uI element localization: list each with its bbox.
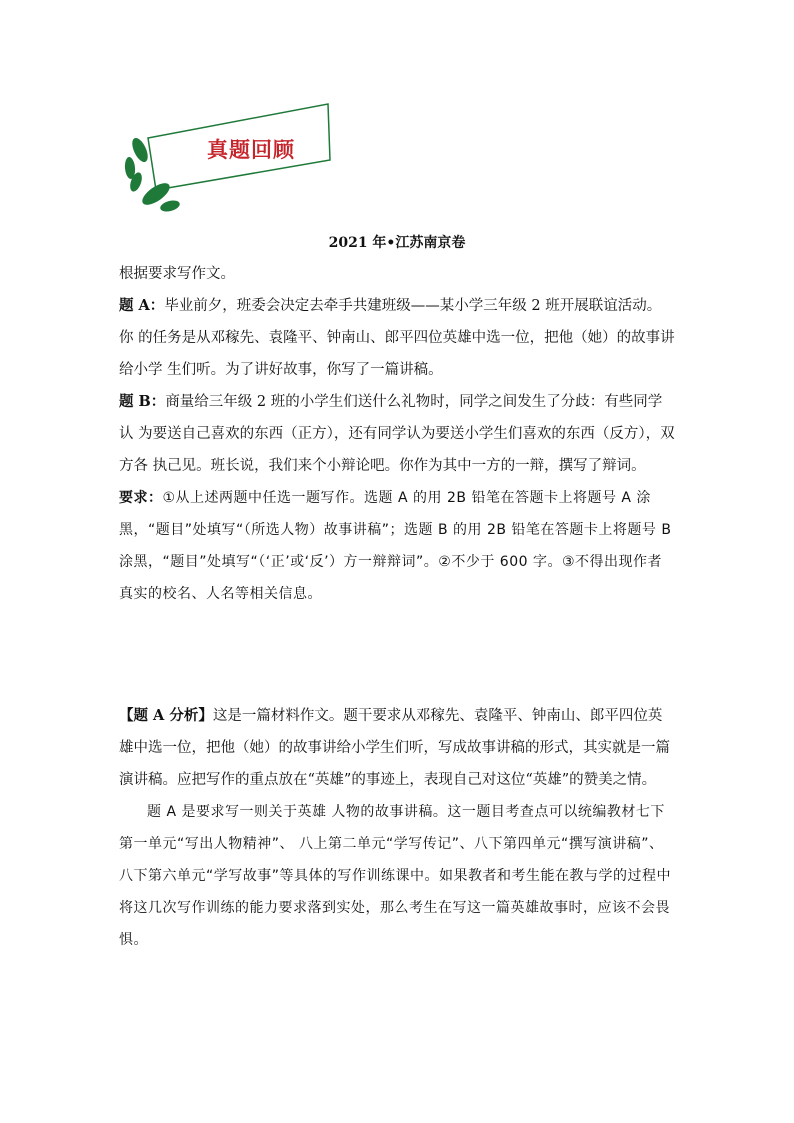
requirements <box>119 482 675 610</box>
banner-title: 真题回顾 <box>207 137 295 162</box>
analysis-label: 【题 A 分析】 <box>119 707 213 724</box>
task-b-label: 题 B： <box>119 393 166 410</box>
analysis-section <box>119 700 675 956</box>
analysis-para-1 <box>119 700 675 796</box>
task-b <box>119 386 675 482</box>
task-b-text: 商量给三年级 2 班的小学生们送什么礼物时，同学之间发生了分歧：有些同学认 为要送自己喜欢的东西（正方），还有同学认为要送小学生们喜欢的东西（反方），双方各 执己见。班长说，我们来个小辩论吧。你作为其中一方的一辩，撰写了辩词。 <box>119 394 675 474</box>
section-banner <box>118 98 338 218</box>
requirements-label: 要求： <box>119 490 163 506</box>
task-a <box>119 290 675 386</box>
intro-text: 根据要求写作文。 <box>119 266 235 282</box>
leaf-icon <box>159 199 181 214</box>
prompt-section <box>119 258 675 610</box>
analysis-para-2: 题 A 是要求写一则关于英雄 人物的故事讲稿。这一题目考查点可以统编教材七下第一单元“写出人物精神”、 八上第二单元“学写传记”、八下第四单元“撰写演讲稿”、八下第六单元“学写故事”等具体的写作训练课中。如果教者和考生能在教与学的过程中将这几次写作训练的能力要求落到实处，那么考生在写这一篇英雄故事时，应该不会畏惧。 <box>119 804 672 948</box>
task-a-text: 毕业前夕，班委会决定去牵手共建班级——某小学三年级 2 班开展联谊活动。你 的任务是从邓稼先、袁隆平、钟南山、郎平四位英雄中选一位，把他（她）的故事讲给小学 生们听。为了讲好故事，你写了一篇讲稿。 <box>119 298 675 378</box>
task-a-label: 题 A： <box>119 297 165 314</box>
requirements-text: ①从上述两题中任选一题写作。选题 A 的用 2B 铅笔在答题卡上将题号 A 涂黑，“题目”处填写“（所选人物）故事讲稿”；选题 B 的用 2B 铅笔在答题卡上将题号 B 涂黑，“题目”处填写“（‘正’或‘反’）方一辩辩词”。②不少于 600 字。③不得出现作者 真实的校名、人名等相关信息。 <box>119 490 672 602</box>
analysis-text: 这是一篇材料作文。题干要求从邓稼先、袁隆平、钟南山、郎平四位英雄中选一位，把他（她）的故事讲给小学生们听，写成故事讲稿的形式，其实就是一篇演讲稿。应把写作的重点放在“英雄”的事迹上，表现自己对这位“英雄”的赞美之情。 <box>119 708 670 788</box>
exam-title: 2021 年•江苏南京卷 <box>328 235 466 251</box>
